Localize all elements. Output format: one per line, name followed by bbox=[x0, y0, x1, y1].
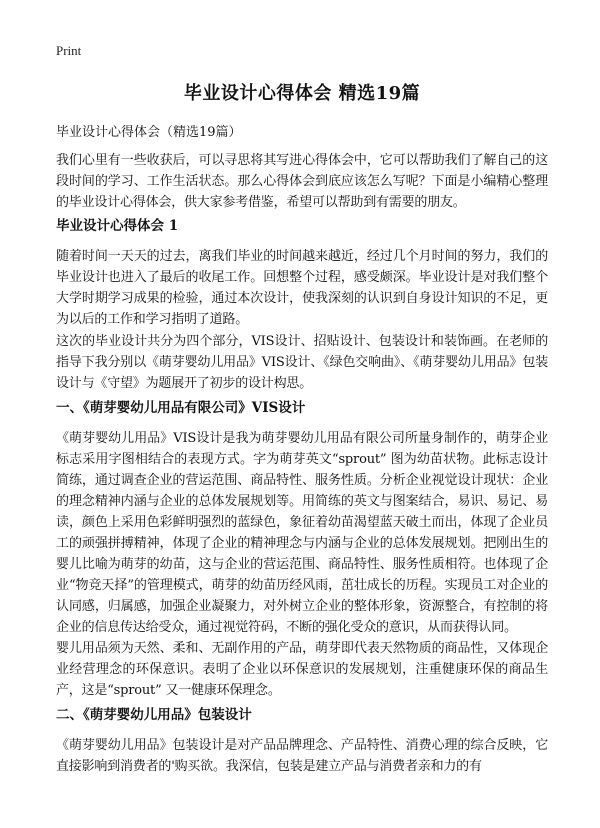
print-link[interactable]: Print bbox=[56, 43, 82, 58]
paragraph-5: 《萌芽婴幼儿用品》包装设计是对产品品牌理念、产品特性、消费心理的综合反映，它直接影响到消费者的'购买欲。我深信，包装是建立产品与消费者亲和力的有 bbox=[56, 738, 548, 774]
document-subtitle: 毕业设计心得体会（精选19篇） bbox=[56, 125, 242, 140]
heading-package-design: 二、《萌芽婴幼儿用品》包装设计 bbox=[56, 707, 252, 723]
intro-paragraph: 我们心里有一些收获后，可以寻思将其写进心得体会中，它可以帮助我们了解自己的这段时间的学习、工作生活状态。那么心得体会到底应该怎么写呢？下面是小编精心整理的毕业设计心得体会，供大家参考借鉴，希望可以帮助到有需要的朋友。 bbox=[56, 153, 548, 210]
document-title: 毕业设计心得体会 精选19篇 bbox=[183, 83, 421, 104]
heading-vis-design: 一、《萌芽婴幼儿用品有限公司》VIS设计 bbox=[56, 400, 306, 416]
paragraph-3: 《萌芽婴幼儿用品》VIS设计是我为萌芽婴幼儿用品有限公司所量身制作的，萌芽企业标志采用字图相结合的表现方式。字为萌芽英文“sprout” 图为幼苗状物。此标志设计简练，通过调查企业的营运范围、商品特性、服务性质。分析企业视觉设计现状：企业的理念精神内涵与企业的总体发展规划等。用简练的英文与图案结合，易识、易记、易读，颜色上采用色彩鲜明强烈的蓝绿色，象征着幼苗渴望蓝天破土而出，体现了企业员工的顽强拼搏精神，体现了企业的精神理念与内涵与企业的总体发展规划。把刚出生的婴儿比喻为萌芽的幼苗，这与企业的营运范围、商品特性、服务性质相符。也体现了企业“物竞天择”的管理模式，萌芽的幼苗历经风雨，茁壮成长的历程。实现员工对企业的认同感，归属感，加强企业凝聚力，对外树立企业的整体形象，资源整合，有控制的将企业的信息传达给受众，通过视觉符码，不断的强化受众的意识，从而获得认同。 bbox=[56, 431, 548, 635]
paragraph-1: 随着时间一天天的过去，离我们毕业的时间越来越近，经过几个月时间的努力，我们的毕业设计也进入了最后的收尾工作。回想整个过程，感受颇深。毕业设计是对我们整个大学时期学习成果的检验，通过本次设计，使我深刻的认识到自身设计知识的不足，更为以后的工作和学习指明了道路。 bbox=[56, 249, 548, 327]
paragraph-4: 婴儿用品须为天然、柔和、无副作用的产品，萌芽即代表天然物质的商品性，又体现企业经营理念的环保意识。表明了企业以环保意识的发展规划，注重健康环保的商品生产，这是“sprout” 又一健康环保理念。 bbox=[56, 641, 548, 698]
section-heading-1: 毕业设计心得体会 1 bbox=[56, 218, 179, 234]
paragraph-2: 这次的毕业设计共分为四个部分，VIS设计、招贴设计、包装设计和装饰画。在老师的指导下我分别以《萌芽婴幼儿用品》VIS设计、《绿色交响曲》、《萌芽婴幼儿用品》包装设计与《守望》为题展开了初步的设计构思。 bbox=[56, 334, 548, 391]
